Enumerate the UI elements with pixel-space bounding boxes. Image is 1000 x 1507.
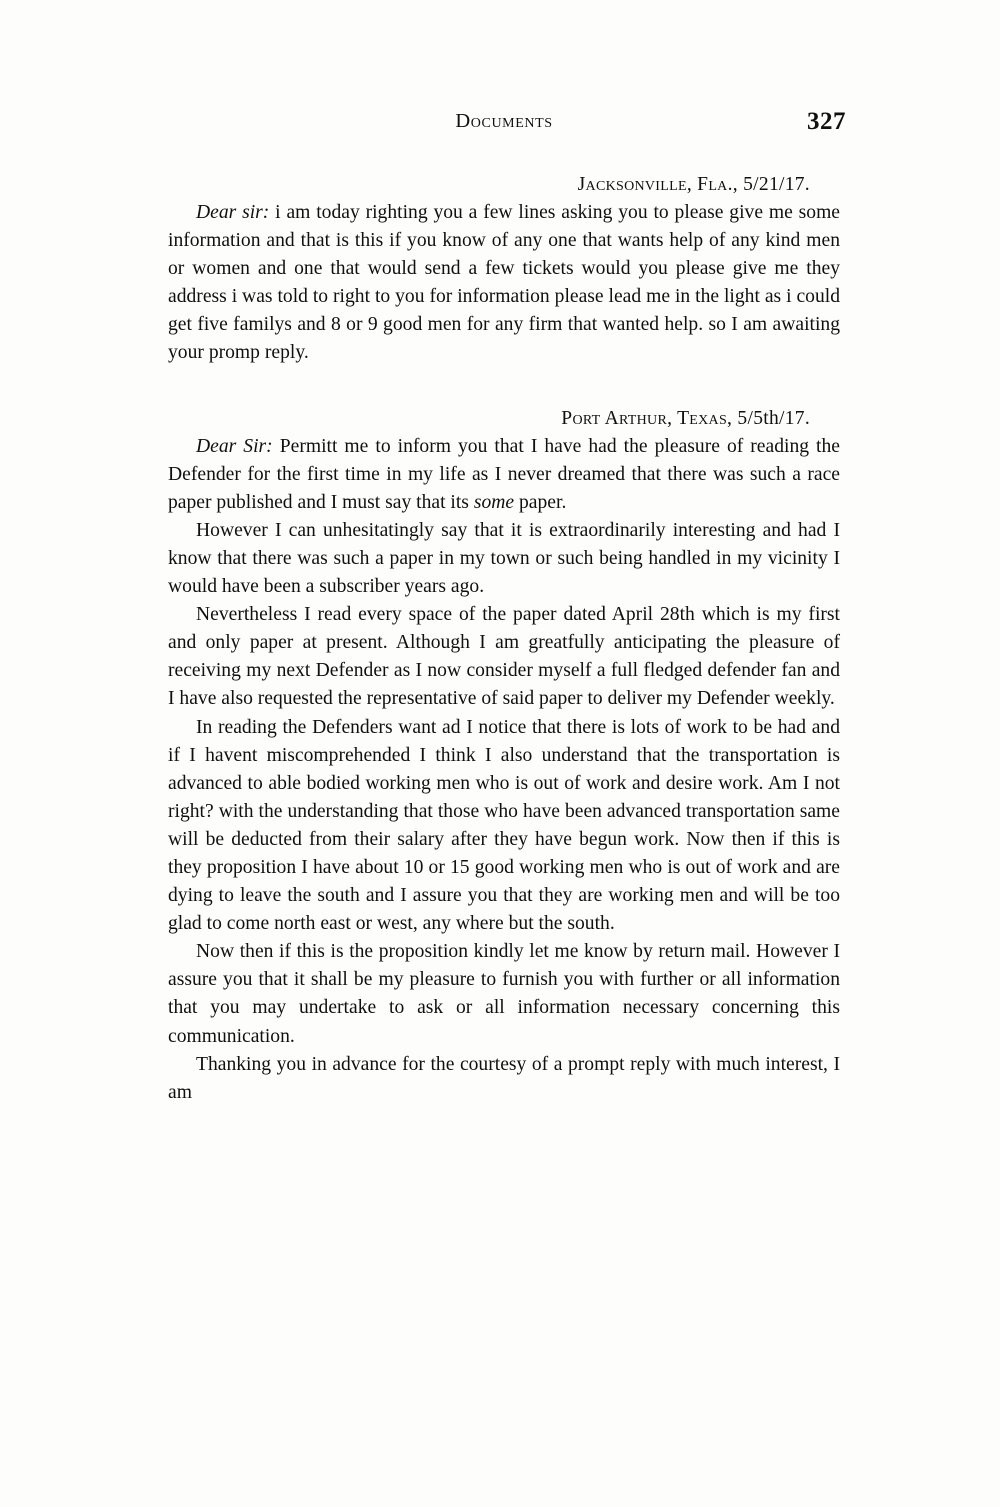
letter-2-text-1: Permitt me to inform you that I have had the pleasure of reading the Defender for the first time in my life as I never dreamed that there was such a race paper published and I must say that its some paper.: [168, 435, 840, 513]
page-content: [168, 108, 846, 1107]
salutation-1: Dear sir:: [196, 202, 270, 223]
letter-2-paragraph-5: Now then if this is the proposition kindly let me know by return mail. However I assure you that it shall be my pleasure to furnish you with further or all information that you may undertake to ask or all information necessary concerning this communication.: [168, 941, 840, 1047]
letter-2-paragraph-6: Thanking you in advance for the courtesy of a prompt reply with much interest, I am: [168, 1053, 840, 1103]
dateline-place: Port Arthur, Texas,: [561, 407, 733, 429]
dateline-date: 5/21/17.: [743, 174, 810, 195]
letter-2: [168, 408, 840, 1107]
letter-2-paragraph-4: In reading the Defenders want ad I notice that there is lots of work to be had and if I havent miscomprehended I think I also understand that the transportation is advanced to able bodied working men who is out of work and desire work. Am I not right? with the understanding that those who have been advanced transportation same will be deducted from their salary after they have begun work. Now then if this is they proposition I have about 10 or 15 good working men who is out of work and are dying to leave the south and I assure you that they are working men and will be too glad to come north east or west, any where but the south.: [168, 716, 840, 935]
letter-1-text-1: i am today righting you a few lines asking you to please give me some information and that is this if you know of any one that wants help of any kind men or women and one that would send a few tickets would you please give me they address i was told to right to you for information please lead me in the light as i could get five familys and 8 or 9 good men for any firm that wanted help. so I am awaiting your promp reply.: [168, 202, 841, 364]
dateline-1: [168, 174, 840, 196]
letter-1: [168, 174, 840, 368]
page-header: [168, 108, 846, 144]
running-head: Documents: [455, 110, 553, 132]
letter-2-paragraph-2: However I can unhesitatingly say that it is extraordinarily interesting and had I know that there was such a paper in my town or such being handled in my vicinity I would have been a subscriber years ago.: [168, 519, 840, 598]
letter-2-paragraph-3: Nevertheless I read every space of the paper dated April 28th which is my first and only paper at present. Although I am greatfully anticipating the pleasure of receiving my next Defender as I now consider myself a full fledged defender fan and I have also requested the representative of said paper to deliver my Defender weekly.: [168, 604, 840, 710]
letter-separator: [168, 368, 840, 408]
dateline-2: [168, 408, 840, 430]
letter-2-paragraph-1: [168, 433, 840, 517]
dateline-place: Jacksonville, Fla.,: [577, 174, 738, 195]
dateline-date: 5/5th/17.: [737, 407, 810, 429]
letter-1-paragraph-1: [168, 199, 840, 368]
page-number: 327: [807, 108, 846, 135]
salutation-2: Dear Sir:: [196, 435, 273, 457]
